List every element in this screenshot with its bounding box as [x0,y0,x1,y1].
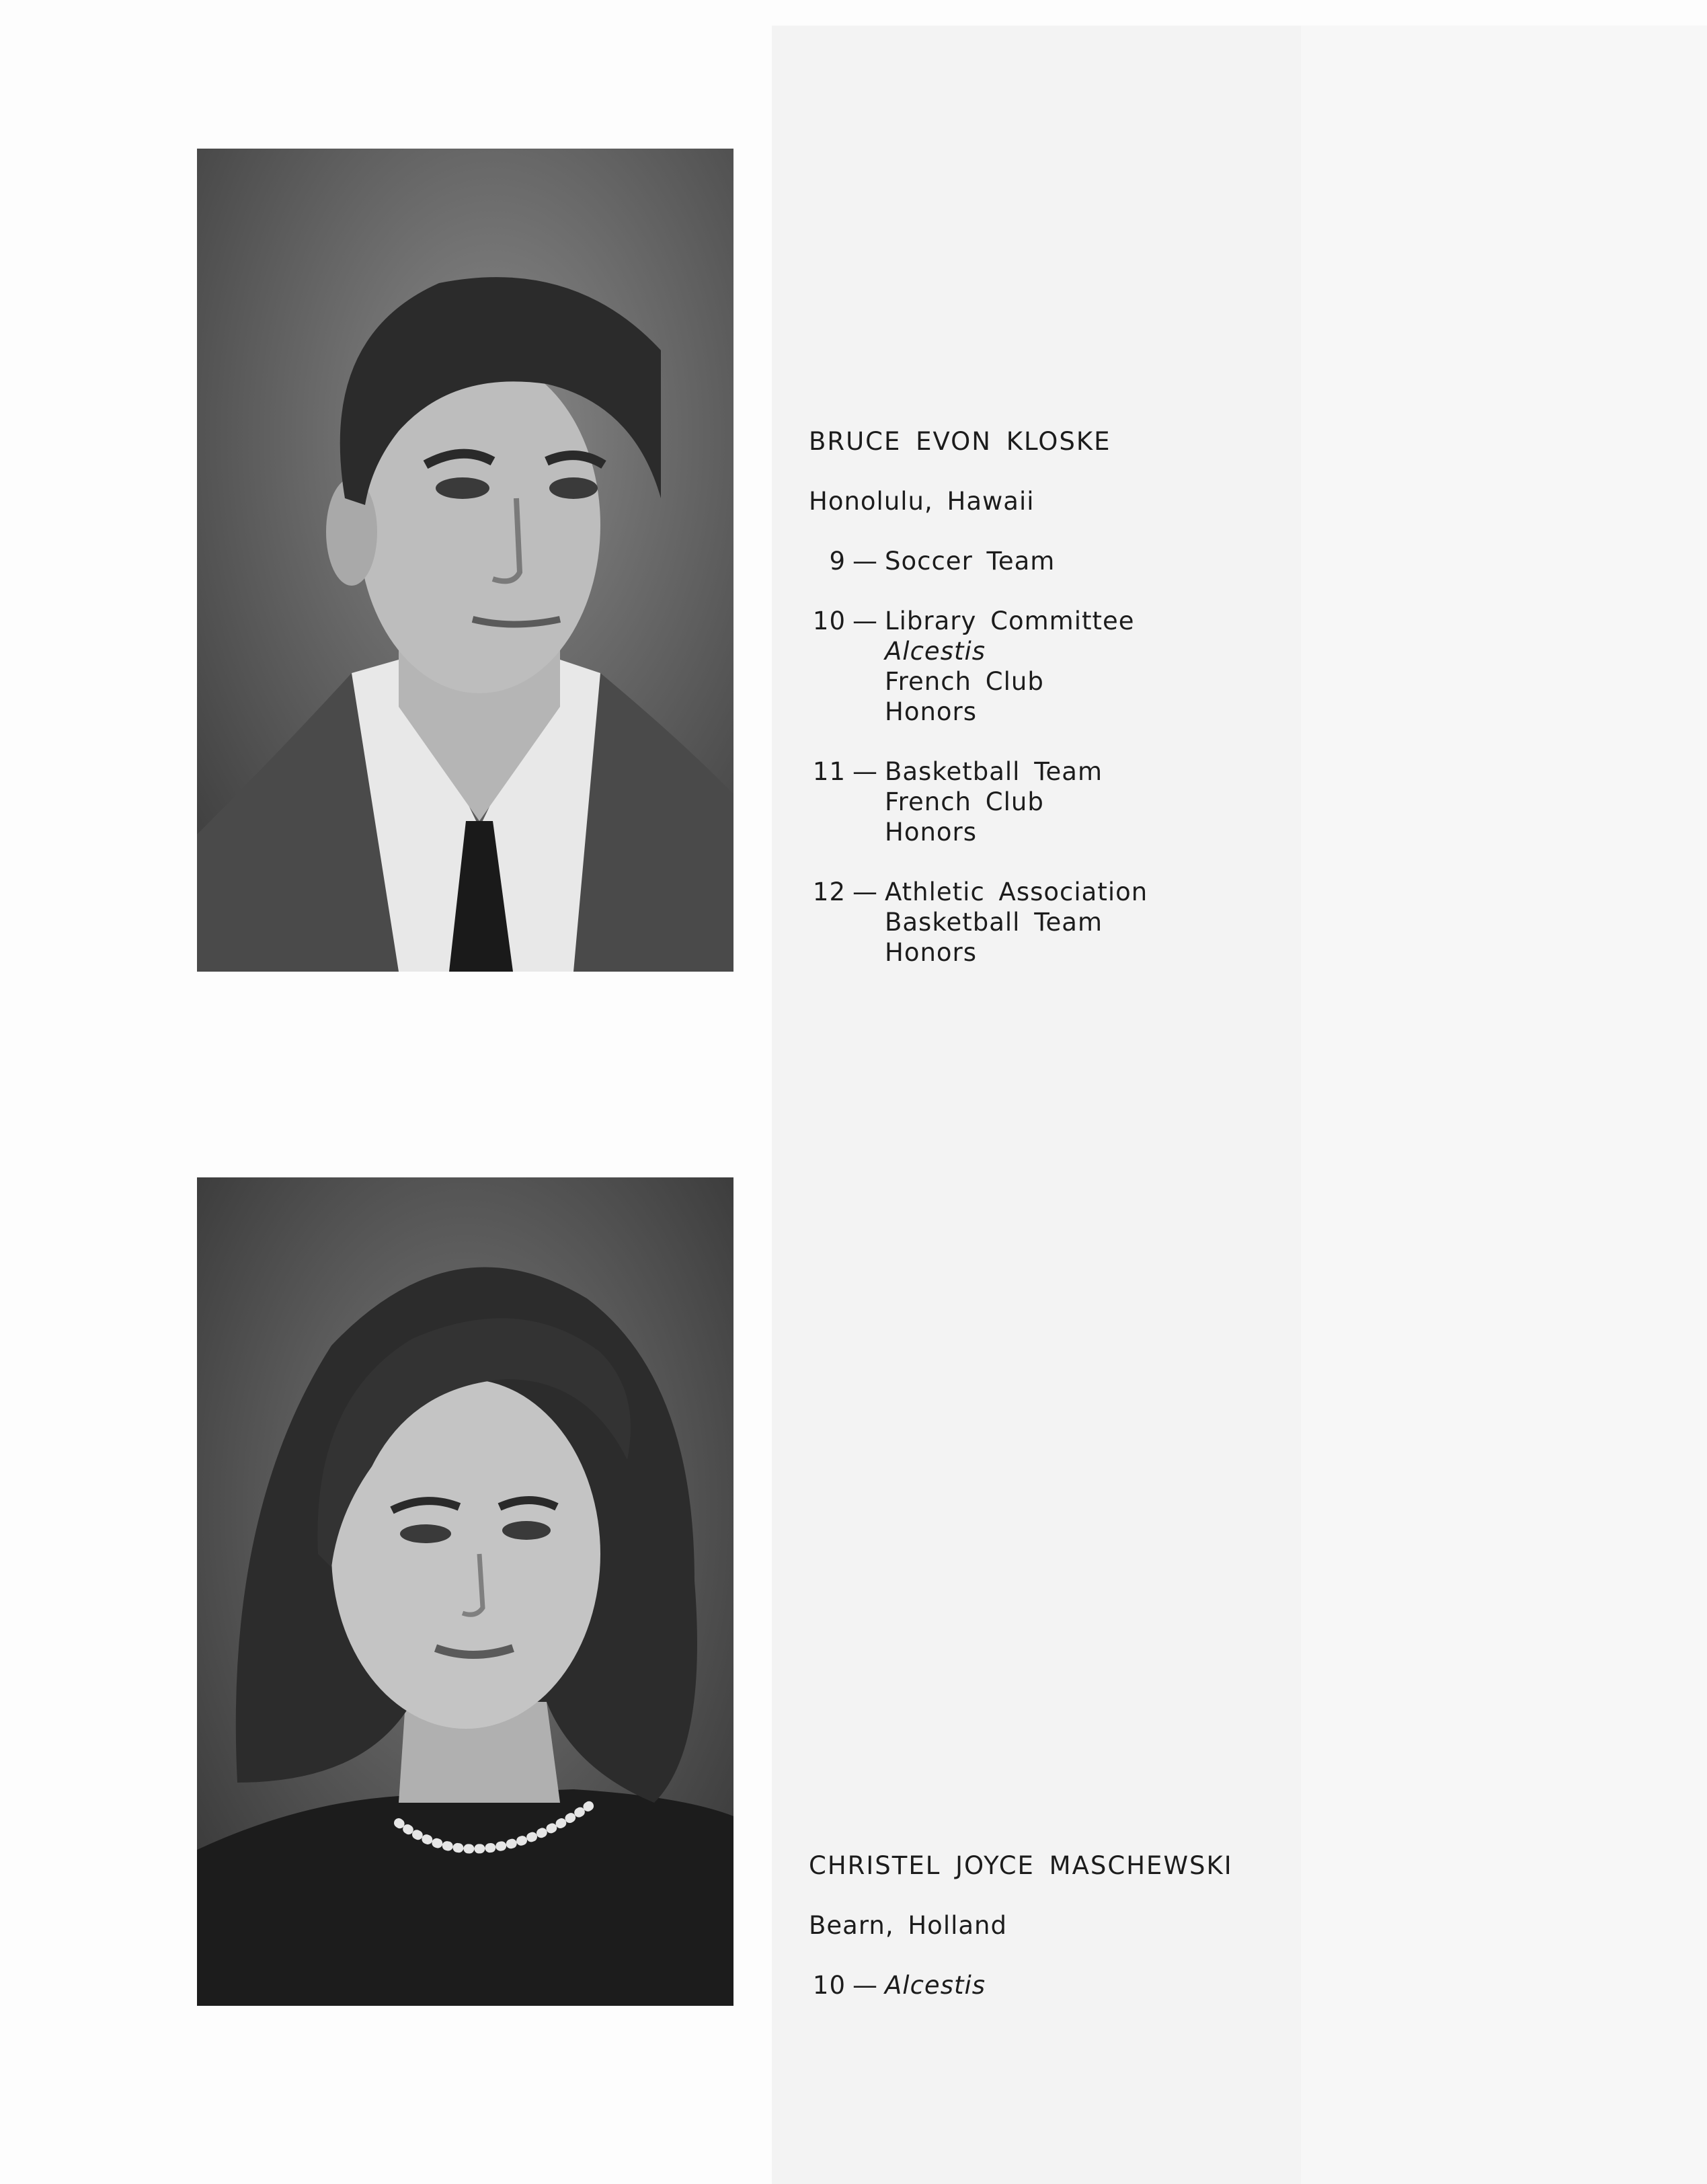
portrait-photo-bruce-kloske [197,149,733,972]
year-dash: — [852,878,878,906]
activity-item: French Club [885,787,1044,816]
activity-item: Basketball Team [885,908,1103,937]
activity-item: Honors [885,818,978,847]
student-name: BRUCE EVON KLOSKE [809,427,1111,456]
student-hometown: Bearn, Holland [809,1911,1007,1940]
activity-item: Alcestis [885,637,986,666]
year-block-12 [809,877,1148,968]
year-dash: — [852,547,878,576]
activity-item: Honors [885,697,978,726]
activity-item: Library Committee [885,607,1135,635]
year-block-11 [809,756,1148,847]
senior-entry-christel-maschewski [809,1850,1233,2030]
year-number: 10 [812,607,846,635]
activity-item: Soccer Team [885,547,1056,576]
activity-item: Basketball Team [885,757,1103,786]
senior-entry-bruce-kloske [809,426,1148,997]
student-hometown: Honolulu, Hawaii [809,487,1035,516]
activity-item: Honors [885,938,978,967]
year-number: 12 [812,878,846,906]
year-dash: — [852,607,878,635]
student-name: CHRISTEL JOYCE MASCHEWSKI [809,1851,1233,1880]
year-number: 11 [812,757,846,786]
year-number: 9 [829,547,846,576]
page-background-shade-right [1301,26,1707,2184]
year-number: 10 [812,1971,846,2000]
activity-item: Alcestis [885,1971,986,2000]
year-dash: — [852,757,878,786]
year-block-9 [809,546,1148,576]
year-block-10 [809,606,1148,727]
year-block-10 [809,1970,1233,2000]
year-dash: — [852,1971,878,2000]
portrait-photo-christel-maschewski [197,1177,733,2006]
activity-item: French Club [885,667,1044,696]
activity-item: Athletic Association [885,878,1148,906]
